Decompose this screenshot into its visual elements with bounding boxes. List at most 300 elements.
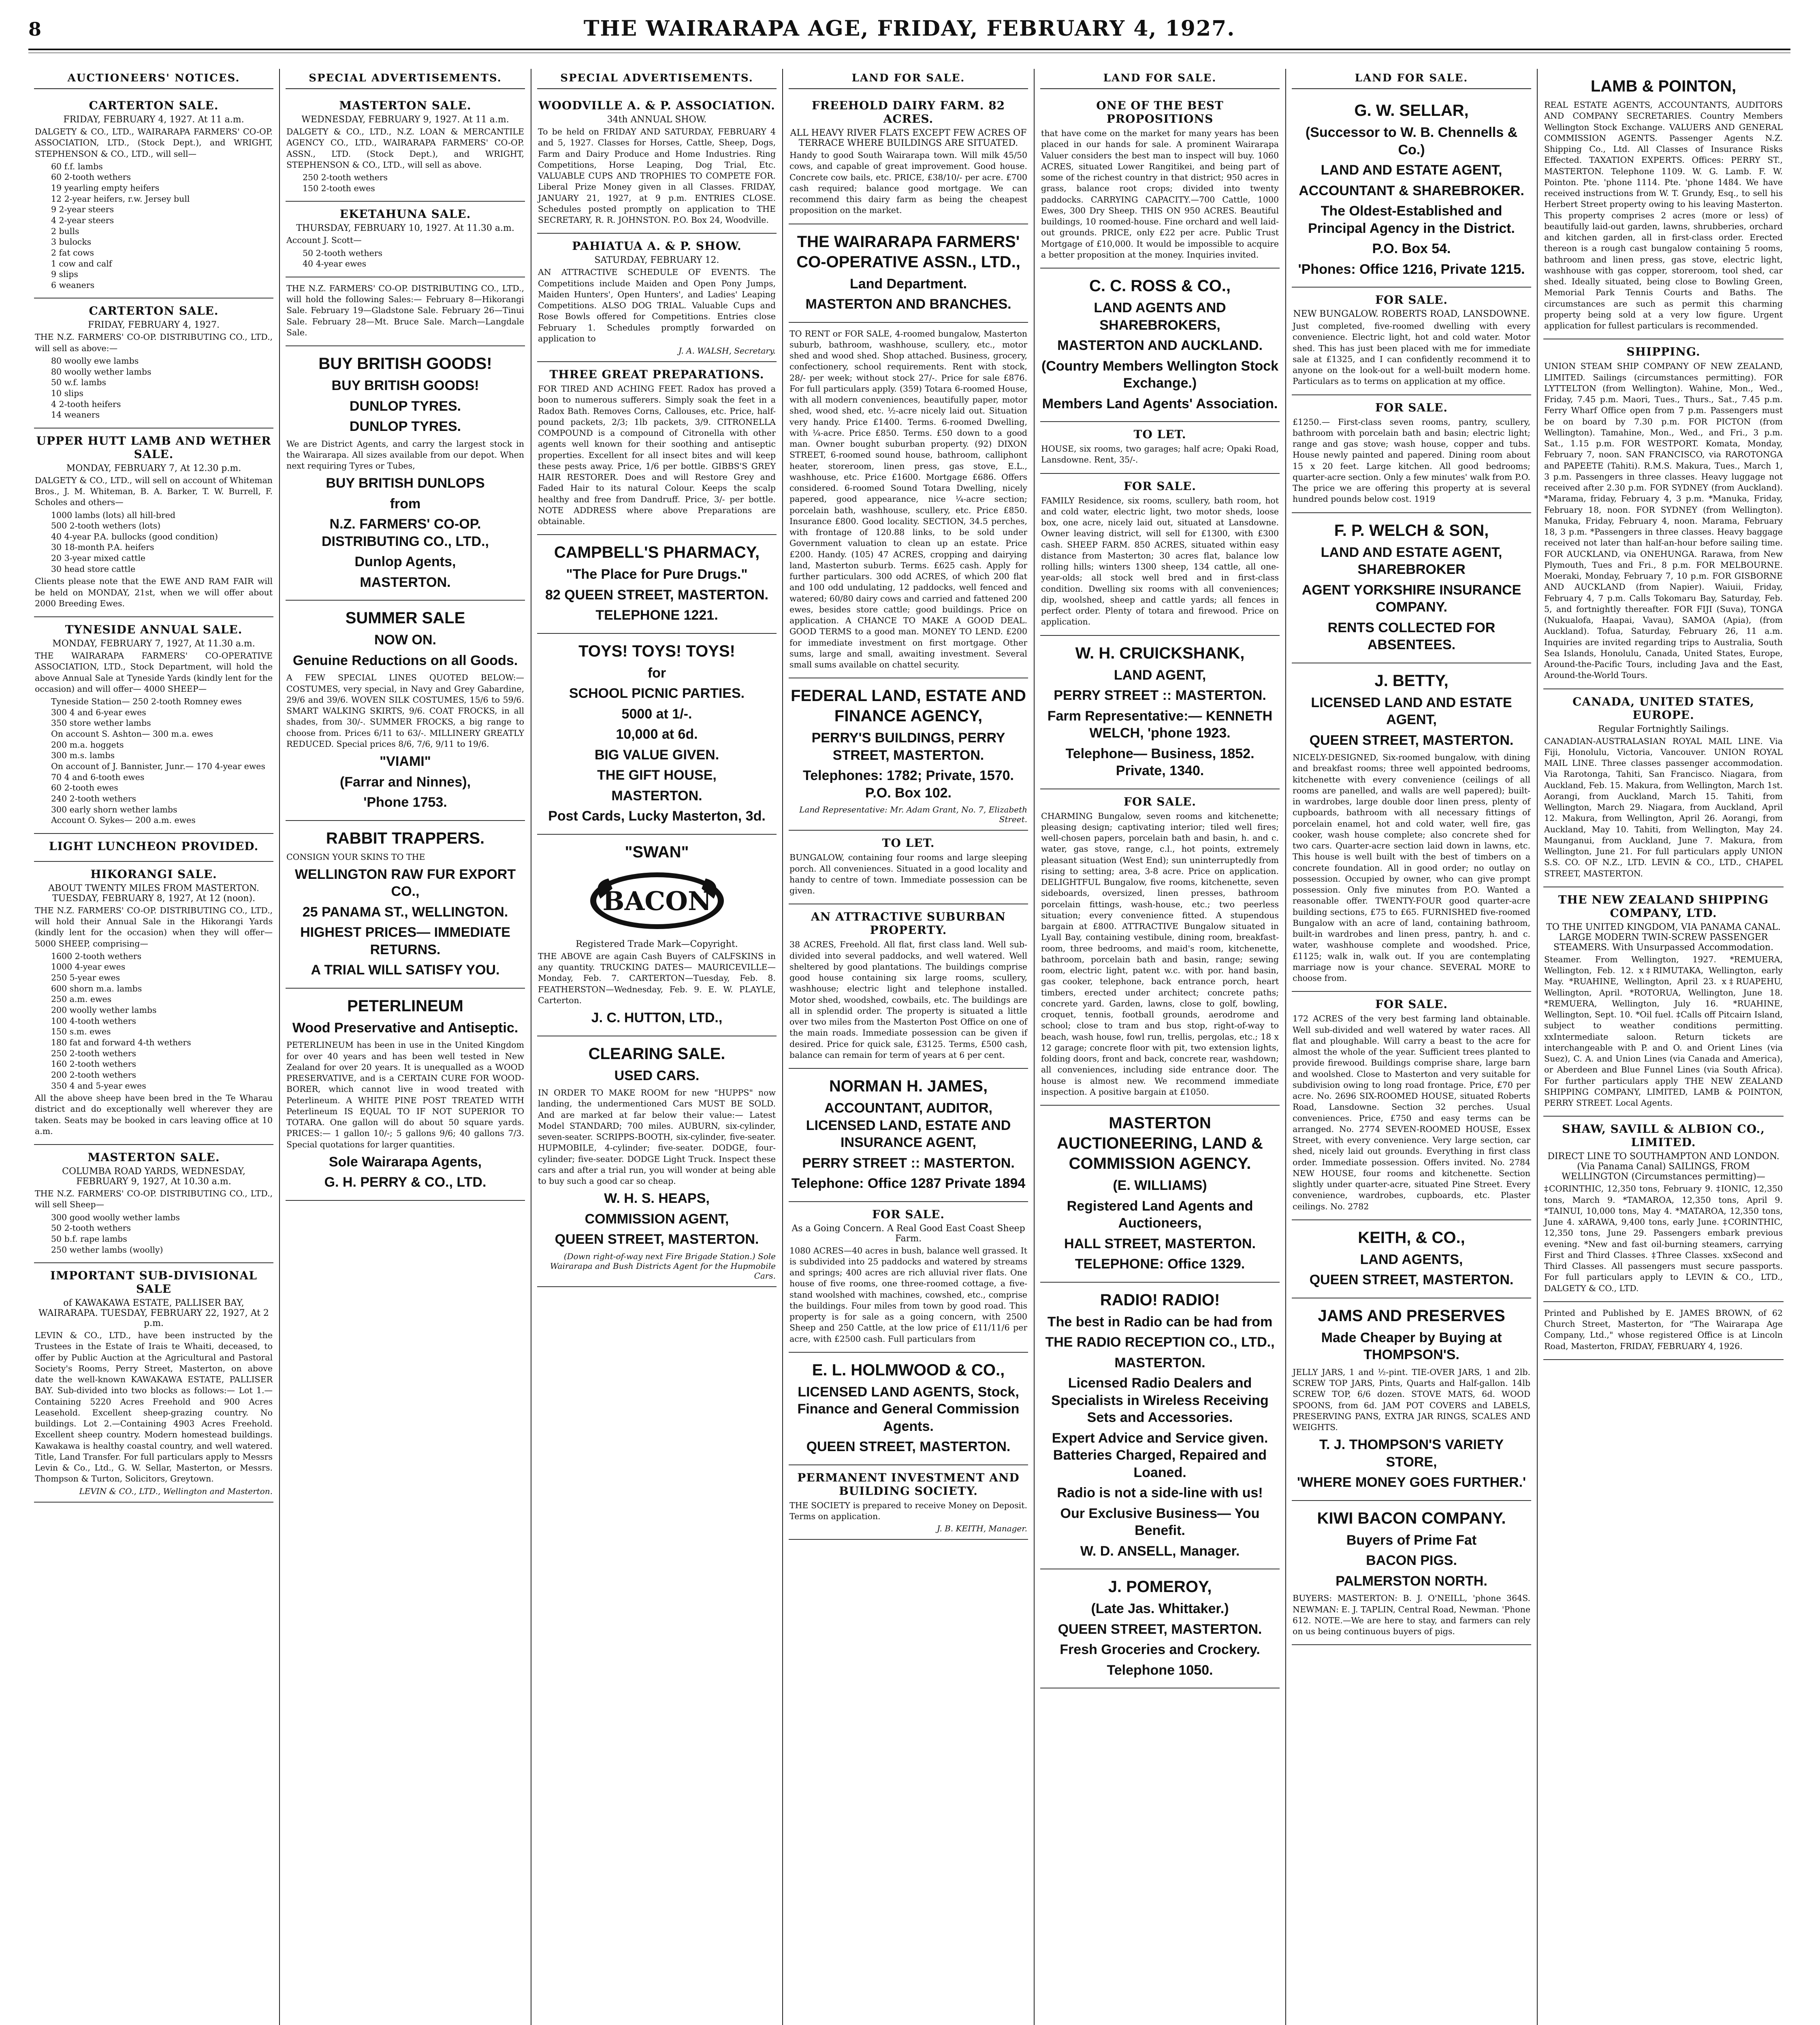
advertisement: [34, 862, 273, 1145]
ad-display-line: SUMMER SALE: [345, 609, 465, 627]
ad-body: THE N.Z. FARMERS' CO-OP. DISTRIBUTING CO., LTD., will hold their Annual Sale in the Hikorangi Yards (kindly lent for the occasion) when they will offer— 5000 SHEEP, comprising—: [35, 905, 273, 949]
ad-body: Account J. Scott—: [286, 235, 362, 245]
list-item: 1 cow and calf: [51, 258, 112, 269]
ad-subtitle: TO THE UNITED KINGDOM, VIA PANAMA CANAL. LARGE MODERN TWIN-SCREW PASSENGER STEAMERS. With Unsurpassed Accommodation.: [1546, 922, 1781, 953]
advertisement: [1543, 1117, 1784, 1302]
ad-display-line: CLEARING SALE.: [588, 1044, 725, 1063]
ad-display-line: 10,000 at 6d.: [616, 727, 698, 742]
ad-body: THE WAIRARAPA FARMERS' CO-OPERATIVE ASSOCIATION, LTD., Stock Department, will hold the above Annual Sale at Tyneside Yards (kindly lent for the occasion) and will offer— 4000 SHEEP—: [35, 651, 273, 694]
list-item: 50 2-tooth wethers: [51, 1223, 131, 1233]
list-item: 10 slips: [51, 388, 83, 398]
bacon-logo: [538, 866, 776, 935]
ad-title: CARTERTON SALE.: [89, 304, 219, 318]
ad-display-line: C. C. ROSS & CO.,: [1089, 277, 1231, 295]
ad-subtitle: 34th ANNUAL SHOW.: [607, 115, 707, 125]
advertisement: [286, 989, 525, 1201]
ad-display-line: Telephone 1050.: [1107, 1662, 1213, 1678]
ad-display-line: "The Place for Pure Drugs.": [566, 567, 748, 582]
list-item: 240 2-tooth wethers: [51, 793, 137, 804]
ad-body: UNION STEAM SHIP COMPANY OF NEW ZEALAND, LIMITED. Sailings (circumstances permitting). FOR LYTTELTON (from Wellington). Wahine, Mon., Wed., Friday, 7.45 p.m. Maori, Tues., Thurs., Sat., 7.45 p.m. Ferry Wharf Office open from 7 p.m. Passengers must be on board by 7.30 p.m. FOR PICTON (from Wellington). Tamahine, Mon., Wed., and Fri., 3 p.m. Sat., 1.15 p.m. FOR WESTPORT. Komata, Monday, February 7, noon. SAN FRANCISCO, via RAROTONGA and PAPEETE (Tahiti). R.M.S. Makura, Tues., March 1, 3 p.m. Passengers in three classes. Heavy luggage not received after 2.30 p.m. FOR SYDNEY (from Auckland). *Marama, friday, February 4, 3 p.m. *Manuka, Friday, February 18, noon. FOR SYDNEY (from Wellington). Manuka, Friday, February 4, noon. Marama, February 18, 3 p.m. *Passengers in three classes. Heavy baggage received not later than half-an-hour before sailing time. FOR AUCKLAND, via ONEHUNGA. Rarawa, from New Plymouth, Tues and Fri., 8 p.m. FOR MELBOURNE. Moeraki, Monday, February 7, 10 p.m. FOR GISBORNE AND AUCKLAND (from Napier). Waiuii, Friday, February 4, 7 p.m. Calls Tokomaru Bay, Saturday, Feb. 5, and fortnightly thereafter. FOR FIJI (Suva), TONGA (Nukualofa, Haapai, Vavau), SAMOA (Apia), (from Auckland). Tofua, Saturday, February 26, 11 a.m. Inquiries are invited regarding trips to Australia, South Sea Islands, Honolulu, Canada, United States, Europe, Around-the-Pacific Tours, including Java and the East, Around-the-World Tours.: [1544, 361, 1783, 680]
ad-body: THE ABOVE are again Cash Buyers of CALFSKINS in any quantity. TRUCKING DATES— MAURICEVILLE—Monday, Feb. 7. CARTERTON—Tuesday, Feb. 8. FEATHERSTON—Wednesday, Feb. 9. E. W. PLAYLE, Carterton.: [538, 951, 776, 1005]
ad-body: Steamer. From Wellington, 1927. *REMUERA, Wellington, Feb. 12. x‡RIMUTAKA, Wellington, early May. *RUAHINE, Wellington, April 23. x‡RUAPEHU, Wellington, April. *ROTORUA, Wellington, June 18. *REMUERA, Wellington, July 16. *RUAHINE, Wellington, Sept. 10. *Oil fuel. ‡Calls off Pitcairn Island, subject to weather conditions permitting. xxIntermediate saloon. Return tickets are interchangeable with P. and O. and Orient Lines (via Suez), C. A. and Union Lines (via Canada and America), or Aberdeen and Blue Funnel Lines (via South Africa). For further particulars apply THE NEW ZEALAND SHIPPING COMPANY, LIMITED, LAMB & POINTON, PERRY STREET. Local Agents.: [1544, 954, 1783, 1108]
ad-body: Printed and Published by E. JAMES BROWN, of 62 Church Street, Masterton, for "The Wairarapa Age Company, Ltd.," whose registered Office is at Lincoln Road, Masterton, FRIDAY, FEBRUARY 4, 1926.: [1544, 1308, 1783, 1351]
ad-subtitle: NEW BUNGALOW. ROBERTS ROAD, LANSDOWNE.: [1293, 309, 1530, 319]
ad-subtitle: THURSDAY, FEBRUARY 10, 1927. At 11.30 a.m.: [296, 223, 514, 234]
list-item: 150 2-tooth ewes: [303, 183, 375, 193]
ad-display-line: BUY BRITISH GOODS!: [318, 355, 492, 373]
ad-title: EKETAHUNA SALE.: [339, 207, 471, 221]
ad-body: ‡CORINTHIC, 12,350 tons, February 9. ‡IONIC, 12,350 tons, March 9. *TAMAROA, 12,350 tons, April 9. *TAINUI, 10,000 tons, May 4. *MATAROA, 12,350 tons, June 4. xARAWA, 9,400 tons, early June. ‡CORINTHIC, 12,350 tons, June 29. Passengers embark previous evening. *New and fast oil-burning steamers, carrying First and Third Classes. ‡Three Classes. xxSecond and Third Classes. All passengers must secure passports. For full particulars apply to LEVIN & CO., LTD., DALGETY & CO., LTD.: [1544, 1184, 1783, 1293]
ad-subtitle: FRIDAY, FEBRUARY 4, 1927. At 11 a.m.: [63, 115, 244, 125]
advertisement: [1292, 1220, 1531, 1298]
ad-list: [51, 161, 273, 291]
ad-display-line: TELEPHONE 1221.: [595, 608, 718, 623]
logo-text: BACON: [602, 886, 711, 917]
advertisement: [1292, 513, 1531, 663]
advertisement: [1543, 1302, 1784, 1360]
ad-display-line: for: [647, 665, 666, 681]
ad-display-line: THE GIFT HOUSE,: [597, 767, 717, 783]
ad-title: TO LET.: [882, 836, 935, 850]
ad-body: £1250.— First-class seven rooms, pantry, scullery, bathroom with porcelain bath and basin; electric light; range and gas stove; wash house, copper and tubs. House newly painted and papered. Dining room about 15 x 20 feet. Large kitchen. All good bedrooms; quarter-acre section. Only a few minutes' walk from P.O. The price we are offering this property at is several hundred pounds below cost. 1919: [1293, 417, 1530, 504]
ad-subtitle: DIRECT LINE TO SOUTHAMPTON AND LONDON. (Via Panama Canal) SAILINGS, FROM WELLINGTON (Circumstances permitting)—: [1547, 1151, 1779, 1182]
ad-signature: J. A. WALSH, Secretary.: [678, 346, 776, 356]
ad-display-line: QUEEN STREET, MASTERTON.: [806, 1439, 1011, 1455]
advertisement: [34, 428, 273, 617]
ad-list: [51, 951, 273, 1091]
ad-title: MASTERTON SALE.: [339, 99, 472, 112]
advertisement: [1543, 689, 1784, 887]
column: [280, 69, 531, 2025]
ad-subtitle: COLUMBA ROAD YARDS, WEDNESDAY, FEBRUARY 9, 1927, At 10.30 a.m.: [62, 1166, 245, 1187]
ad-display-line: TELEPHONE: Office 1329.: [1075, 1256, 1245, 1272]
ad-body: IN ORDER TO MAKE ROOM for new "HUPPS" now landing, the undermentioned Cars MUST BE SOLD. And are marked at far below their value:— Latest Model STANDARD; 700 miles. AUBURN, six-cylinder, seven-seater. SCRIPPS-BOOTH, six-cylinder, five-seater. HUPMOBILE, 4-cylinder; five-seater. DODGE, four-cylinder; five-seater. DODGE Light Truck. Inspect these cars and after a trial run, you will wonder at being able to buy such a good car so cheap.: [538, 1088, 776, 1186]
ad-display-line: NOW ON.: [374, 632, 436, 648]
ad-body: JELLY JARS, 1 and ½-pint. TIE-OVER JARS, 1 and 2lb. SCREW TOP JARS, Pints, Quarts and Half-gallon. 14lb SCREW TOP, 6/6 dozen. STOVE MATS, 6d. WOOD SPOONS, from 6d. JAM POT COVERS and LABELS, PRESERVING PANS, EXTRA JAR RINGS, SCALES AND WEIGHTS.: [1293, 1367, 1530, 1432]
ad-display-line: NORMAN H. JAMES,: [829, 1077, 988, 1095]
ad-body: DALGETY & CO., LTD., WAIRARAPA FARMERS' CO-OP. ASSOCIATION, LTD., (Stock Dept.), and WRIGHT, STEPHENSON & CO., LTD., will sell—: [35, 127, 273, 159]
list-item: 50 2-tooth wethers: [303, 248, 383, 258]
list-item: 80 woolly wether lambs: [51, 367, 151, 377]
advertisement: [1292, 93, 1531, 288]
ad-body: NICELY-DESIGNED, Six-roomed bungalow, with dining and breakfast rooms; three well appointed bedrooms, kitchenette with every convenience (ceilings of all rooms are panelled, and walls are well papered); built-in wardrobes, large double door linen press, plenty of cupboards, bathroom with all necessary fittings of porcelain enamel, hot and cold water, well fire, gas cooker, wash house complete; also concrete shed for two cars. Quarter-acre section laid down in lawns, etc. This house is well built with the best of timbers on a concrete foundation. All in good order; no outlay on possession. Occupied by owner, who can give prompt possession. Only five minutes from P.O. Wanted a reasonable offer. TWENTY-FOUR good quarter-acre building sections, £75 to £65. FURNISHED five-roomed Bungalow with an acre of land, containing bathroom, built-in wardrobes and linen press, pantry, h. and c. water, washhouse complete and woodshed. Price, £1125; walk in, walk out. If you are contemplating marriage now is your chance. SEVERAL MORE to choose from.: [1293, 752, 1530, 983]
list-item: 160 2-tooth wethers: [51, 1059, 137, 1069]
ad-display-line: MASTERTON.: [360, 574, 451, 590]
ad-display-line: Fresh Groceries and Crockery.: [1060, 1642, 1260, 1657]
advertisement: [537, 362, 777, 535]
ad-display-line: Wood Preservative and Antiseptic.: [292, 1020, 518, 1036]
list-item: 300 good woolly wether lambs: [51, 1212, 180, 1222]
ad-display-line: (Farrar and Ninnes),: [339, 774, 471, 790]
ad-body: 172 ACRES of the very best farming land obtainable. Well sub-divided and well watered by water races. All flat and ploughable. Will carry a beast to the acre for almost the whole of the year. Sufficient trees planted to provide firewood. Buildings comprise share, large barn and woolshed. Close to Masterton and very suitable for subdivision owing to long road frontage. Price, £70 per acre. No. 2696 SIX-ROOMED HOUSE, situated Roberts Road, Lansdowne. Section 32 perches. Usual conveniences. Price, £750 and easy terms can be arranged. No. 2774 SEVEN-ROOMED HOUSE, Essex Street, with every convenience. Very large section, car shed, nicely laid out grounds. Everything in first class order. Immediate possession. Offers invited. No. 2784 NEW HOUSE, four rooms and kitchenette. Section slightly under quarter-acre, situated Pine Street. Every convenience, wardrobes, cupboards, etc. Plaster ceilings. No. 2782: [1293, 1014, 1530, 1211]
advertisement: [1040, 1106, 1280, 1283]
list-item: 200 woolly wether lambs: [51, 1005, 157, 1015]
advertisement: [1040, 1283, 1280, 1570]
ad-body: AN ATTRACTIVE SCHEDULE OF EVENTS. The Competitions include Maiden and Open Pony Jumps, Maiden Hunters', Open Hunters', and Ladies' Leaping Competitions. ALSO DOG TRIAL. Valuable Cups and Rose Bowls offered for Competitions. Entries close February 1. Schedules promptly forwarded on application to: [538, 267, 776, 343]
masthead: THE WAIRARAPA AGE, FRIDAY, FEBRUARY 4, 1927.: [583, 16, 1235, 41]
ad-subtitle: WEDNESDAY, FEBRUARY 9, 1927. At 11 a.m.: [301, 115, 509, 125]
advertisement: [1040, 422, 1280, 474]
ad-display-line: QUEEN STREET, MASTERTON.: [1058, 1621, 1262, 1637]
ad-title: FOR SALE.: [1123, 479, 1196, 493]
list-item: 50 w.f. lambs: [51, 377, 106, 388]
column-heading: LAND FOR SALE.: [789, 69, 1028, 89]
ad-display-line: Registered Land Agents and Auctioneers,: [1067, 1198, 1253, 1231]
ad-body: THE SOCIETY is prepared to receive Money on Deposit. Terms on application.: [789, 1500, 1027, 1521]
ad-display-line: WELLINGTON RAW FUR EXPORT CO.,: [294, 866, 516, 900]
ad-display-line: G. H. PERRY & CO., LTD.: [324, 1174, 486, 1190]
ad-display-line: N.Z. FARMERS' CO-OP. DISTRIBUTING CO., LTD.,: [321, 516, 489, 549]
ad-display-line: Members Land Agents' Association.: [1042, 396, 1278, 411]
ad-display-line: SCHOOL PICNIC PARTIES.: [569, 686, 745, 701]
ad-subtitle: As a Going Concern. A Real Good East Coast Sheep Farm.: [792, 1223, 1025, 1244]
ad-subtitle: MONDAY, FEBRUARY 7, At 12.30 p.m.: [66, 463, 241, 473]
ad-title: WOODVILLE A. & P. ASSOCIATION.: [538, 99, 775, 112]
ad-display-line: (E. WILLIAMS): [1113, 1178, 1207, 1193]
advertisement: [1040, 1569, 1280, 1688]
advertisement: [1292, 992, 1531, 1220]
ad-display-line: MASTERTON.: [1114, 1355, 1206, 1371]
ad-body: 38 ACRES, Freehold. All flat, first class land. Well sub-divided into several paddocks, and well watered. Well sheltered by good plantations. The buildings comprise good house containing six large rooms, scullery, washhouse; electric light and telephone installed. Motor shed, woodshed, cowbails, etc. The buildings are all in splendid order. The property is situated a little over two miles from the Masterton Post Office on one of the main roads. Immediate possession can be given if desired. Price for quick sale, £3125. Terms, £500 cash, balance can remain for term of years at 6 per cent.: [789, 940, 1027, 1060]
advertisement: [537, 535, 777, 634]
ad-display-line: BACON PIGS.: [1366, 1553, 1457, 1569]
ad-display-line: QUEEN STREET, MASTERTON.: [1309, 732, 1514, 748]
ad-subtitle: MONDAY, FEBRUARY 7, 1927, At 11.30 a.m.: [52, 639, 255, 649]
ad-display-line: Our Exclusive Business— You Benefit.: [1060, 1505, 1260, 1538]
list-item: 300 early shorn wether lambs: [51, 804, 177, 814]
ad-title: TO LET.: [1133, 428, 1186, 441]
ad-body: HOUSE, six rooms, two garages; half acre; Opaki Road, Lansdowne. Rent, 35/-.: [1041, 444, 1279, 465]
list-item: 500 2-tooth wethers (lots): [51, 521, 161, 531]
ad-subtitle: of KAWAKAWA ESTATE, PALLISER BAY, WAIRARAPA. TUESDAY, FEBRUARY 22, 1927, At 2 p.m.: [38, 1298, 269, 1329]
ad-display-line: from: [390, 496, 421, 512]
advertisement: [789, 1069, 1028, 1202]
advertisement: [34, 617, 273, 834]
ad-display-line: Buyers of Prime Fat: [1346, 1532, 1477, 1548]
advertisement: [34, 298, 273, 428]
ad-display-line: AGENT YORKSHIRE INSURANCE COMPANY.: [1302, 582, 1521, 615]
ad-title: IMPORTANT SUB-DIVISIONAL SALE: [50, 1269, 257, 1296]
advertisement: [1040, 636, 1280, 789]
ad-body: BUYERS: MASTERTON: B. J. O'NEILL, 'phone 364S. NEWMAN: E. J. TAPLIN, Central Road, Newman. 'Phone 612. NOTE.—We are here to stay, and farmers can rely on us being continuous buyers of pigs.: [1293, 1593, 1530, 1636]
list-item: On account of J. Bannister, Junr.— 170 4-year ewes: [51, 761, 265, 771]
list-item: 40 4-year ewes: [303, 259, 367, 269]
ad-title: TYNESIDE ANNUAL SALE.: [65, 623, 243, 637]
ad-body: To be held on FRIDAY AND SATURDAY, FEBRUARY 4 and 5, 1927. Classes for Horses, Cattle, Sheep, Dogs, Farm and Dairy Produce and Home Industries. Ring Competitions, Horse Leaping, Dog Trial, Etc. VALUABLE CUPS AND TROPHIES TO COMPETE FOR. Liberal Prize Money given in all Classes. FRIDAY, JANUARY 21, 1927, at 9 p.m. ENTRIES CLOSE. Schedules posted promptly on application to THE SECRETARY, R. R. JOHNSTON. P.O. Box 24, Woodville.: [538, 127, 776, 225]
ad-body: CONSIGN YOUR SKINS TO THE: [286, 852, 425, 862]
list-item: 9 2-year steers: [51, 205, 114, 215]
ad-title: FOR SALE.: [872, 1207, 945, 1221]
list-item: 6 weaners: [51, 280, 95, 290]
ad-display-line: Dunlop Agents,: [354, 554, 456, 570]
ad-display-line: MASTERTON AND BRANCHES.: [805, 296, 1011, 312]
advertisement: [286, 601, 525, 821]
ad-display-line: BUY BRITISH GOODS!: [331, 378, 479, 394]
column: [28, 69, 280, 2025]
ad-display-line: BUY BRITISH DUNLOPS: [326, 475, 485, 491]
list-item: 250 2-tooth wethers: [51, 1048, 137, 1058]
ad-title: MASTERTON SALE.: [87, 1151, 220, 1164]
list-item: 40 4-year P.A. bullocks (good condition): [51, 531, 218, 541]
ad-display-line: 'Phone 1753.: [363, 795, 447, 810]
ad-body: FOR TIRED AND ACHING FEET. Radox has proved a boon to numerous sufferers. Simply soak the feet in a Radox Bath. Removes Corns, Callouses, etc. Price, half-pound packets, 2/3; 1lb packets, 3/9. CITRONELLA COMPOUND is a compound of Citronella with other agents well known for their soothing and antiseptic properties. Excellent for all insect bites and will keep these pests away. Price, 1/6 per bottle. GIBBS'S GREY HAIR RESTORER. Does and will Restore Grey and Faded Hair to its natural Colour. Keeps the scalp healthy and free from Dandruff. Price, 3/- per bottle. NOTE ADDRESS where above Preparations are obtainable.: [538, 384, 776, 526]
header-rule: [28, 49, 1790, 50]
ad-body: PETERLINEUM has been in use in the United Kingdom for over 40 years and has been well tested in New Zealand for over 20 years. It is unequalled as a WOOD PRESERVATIVE, and is a CERTAIN CURE FOR WOOD-BORER, which cannot live in wood treated with Peterlineum. A WHITE PINE POST TREATED WITH Peterlineum IS EQUAL TO IF NOT SUPERIOR TO TOTARA. One gallon will do about 50 square yards. PRICES:— 1 gallon 10/-; 5 gallons 9/6; 40 gallons 7/3. Special quotations for larger quantities.: [286, 1040, 524, 1149]
ad-display-line: P.O. Box 54.: [1372, 241, 1451, 256]
advertisement: [1292, 288, 1531, 395]
ad-body: DALGETY & CO., LTD., N.Z. LOAN & MERCANTILE AGENCY CO., LTD., WAIRARAPA FARMERS' CO-OP. ASSN., LTD. (Stock Dept.), and WRIGHT, STEPHENSON & CO., LTD., will sell as above.: [286, 127, 524, 170]
ad-display-line: Post Cards, Lucky Masterton, 3d.: [548, 808, 766, 824]
ad-display-line: KIWI BACON COMPANY.: [1317, 1509, 1506, 1527]
ad-display-line: PALMERSTON NORTH.: [1336, 1573, 1487, 1589]
ad-display-line: 5000 at 1/-.: [621, 706, 692, 722]
ad-display-line: DUNLOP TYRES.: [349, 419, 461, 435]
ad-body: DALGETY & CO., LTD., will sell on account of Whiteman Bros., J. M. Whiteman, B. A. Barker, T. W. Burrell, F. Scholes and others—: [35, 475, 273, 507]
list-item: 80 woolly ewe lambs: [51, 356, 139, 366]
pig-logo-icon: [584, 866, 730, 935]
advertisement: [1040, 789, 1280, 1106]
advertisement: [286, 346, 525, 601]
ad-signature: LEVIN & CO., LTD., Wellington and Masterton.: [79, 1486, 273, 1496]
ad-title: FOR SALE.: [1375, 401, 1448, 414]
ad-subtitle: ALL HEAVY RIVER FLATS EXCEPT FEW ACRES OF TERRACE WHERE BUILDINGS ARE SITUATED.: [790, 128, 1027, 148]
list-item: 12 2-year heifers, r.w. Jersey bull: [51, 194, 190, 204]
list-item: 20 3-year mixed cattle: [51, 553, 146, 563]
column: [1035, 69, 1286, 2025]
list-item: 30 head store cattle: [51, 564, 136, 574]
ad-display-line: TOYS! TOYS! TOYS!: [578, 642, 735, 660]
ad-note: Clients please note that the EWE AND RAM FAIR will be held on MONDAY, 21st, when we will offer about 2000 Breeding Ewes.: [35, 576, 273, 608]
ad-display-line: MASTERTON AUCTIONEERING, LAND & COMMISSION AGENCY.: [1057, 1114, 1263, 1172]
ad-body: 1080 ACRES—40 acres in bush, balance well grassed. It is subdivided into 25 paddocks and watered by streams and springs; 400 acres are rich alluvial river flats. One house of five rooms, one three-roomed cottage, a five-stand woolshed with machines, cowshed, etc., comprise the buildings. Four miles from town by good road. This property is for sale as a going concern, with 2500 Sheep and 250 Cattle, at the low price of £11/11/6 per acre, with £2500 cash. Full particulars from: [789, 1245, 1027, 1344]
ad-display-line: Land Department.: [849, 276, 967, 292]
ad-title: FOR SALE.: [1123, 795, 1196, 808]
ad-display-line: LAMB & POINTON,: [1590, 77, 1737, 95]
ad-display-line: Sole Wairarapa Agents,: [329, 1154, 482, 1170]
ad-title: FOR SALE.: [1375, 293, 1448, 307]
advertisement: [789, 1202, 1028, 1353]
ad-display-line: ACCOUNTANT, AUDITOR, LICENSED LAND, ESTATE AND INSURANCE AGENT,: [806, 1100, 1011, 1150]
ad-list: [51, 510, 273, 575]
advertisement: [34, 1145, 273, 1263]
list-item: 300 4 and 6-year ewes: [51, 707, 146, 717]
ad-display-line: LAND AGENT,: [1114, 667, 1206, 683]
ad-body: Handy to good South Wairarapa town. Will milk 45/50 cows, and capable of great improvement. Good house. Concrete cow bails, etc. PRICE, £38/10/- per acre. £700 cash required; balance good mortgage. We can recommend this dairy farm as being the cheapest proposition on the market.: [789, 150, 1027, 215]
advertisement: [789, 1353, 1028, 1465]
ad-body: REAL ESTATE AGENTS, ACCOUNTANTS, AUDITORS AND COMPANY SECRETARIES. Country Members Wellington Stock Exchange. VALUERS AND GENERAL COMMISSION AGENTS. Passenger Agents N.Z. Shipping Co., Ltd. All Classes of Insurance Risks Effected. TAXATION EXPERTS. Offices: PERRY ST., MASTERTON. Telephone 1109. W. G. Lamb. F. W. Pointon. Pte. 'phone 1114. Pte. 'phone 1484. We have received instructions from W. T. Grundy, Esq., to sell his Herbert Street property owing to his leaving Masterton. This property comprises 2 acres (more or less) of beautifully laid-out garden, lawns, shrubberies, orchard and kitchen garden, all in first-class order. Erected thereon is a rough cast bungalow containing 5 rooms, bathroom and linen press, gas stove, electric light, washhouse with gas copper, storeroom, tool shed, car shed. Ideally situated, being close to Bowling Green, Memorial Park Tennis Courts and Baths. The circumstances are such as permit this charming property being sold at a very low figure. Urgent application for fullest particulars is recommended.: [1544, 100, 1783, 330]
list-item: 9 slips: [51, 269, 78, 279]
list-item: 250 a.m. ewes: [51, 994, 112, 1004]
list-item: 2 fat cows: [51, 247, 94, 258]
newspaper-columns: [28, 69, 1790, 2025]
list-item: 250 5-year ewes: [51, 973, 120, 983]
list-item: 14 weaners: [51, 410, 100, 420]
list-item: 600 shorn m.a. lambs: [51, 983, 142, 993]
ad-title: SHIPPING.: [1626, 345, 1701, 359]
ad-title: FOR SALE.: [1375, 998, 1448, 1011]
ad-list: [51, 696, 273, 826]
ad-body: CHARMING Bungalow, seven rooms and kitchenette; pleasing design; captivating interior; tiled well fires; well-chosen papers, porcelain bath and basin, h. and c. water, gas stove, range, c.l., hot points, extremely pleasant situation (West End); sun uninterruptedly from rising to setting; area, 3-8 acre. Price on application. DELIGHTFUL Bungalow, five rooms, kitchenette, seven sideboards, oversized, linen presses, bathroom porcelain fittings, wash-house, etc.; two peerless situation; every convenience fitted. A stupendous bargain at £800. ATTRACTIVE Bungalow situated in Lyall Bay, containing vestibule, dining room, breakfast-room, three bedrooms, and maid's room, kitchenette, bathroom, porcelain bath and basin, range; sewing room, electric light, patent w.c. with por. hand basin, gas cooker, telephone, back entrance porch, heart timbers, erected under architect; concrete paths; concrete yard. Garden, lawns, close to golf, bowling, croquet, tennis, football grounds, aerodrome and school; close to tram and bus stop, right-of-way to beach, wash house, fowl run, trellis, pergolas, etc.; 18 x 12 garage; concrete floor with pit, two extension lights, folding doors, front and back, concrete rear, washdown; all conveniences, including side entrance door. The house is almost new. We recommend immediate inspection. A positive bargain at £1050.: [1041, 811, 1279, 1097]
ad-body: THE N.Z. FARMERS' CO-OP. DISTRIBUTING CO., LTD., will sell as above:—: [35, 332, 273, 353]
advertisement: [286, 93, 525, 202]
ad-display-line: BIG VALUE GIVEN.: [594, 747, 719, 763]
ad-display-line: 'Phones: Office 1216, Private 1215.: [1298, 261, 1525, 277]
ad-body: A FEW SPECIAL LINES QUOTED BELOW:— COSTUMES, very special, in Navy and Grey Gabardine, 29/6 and 39/6. WOVEN SILK COSTUMES, 15/6 to 59/6. SMART WALKING SKIRTS, 9/6. COAT FROCKS, in all shades, from 30/-. SUMMER FROCKS, a big range to choose from. Prices 6/11 to 63/-. MILLINERY GREATLY REDUCED. Special prices 8/6, 7/6, 9/11 to 19/6.: [286, 673, 524, 749]
ad-title: AN ATTRACTIVE SUBURBAN PROPERTY.: [811, 910, 1006, 937]
ad-display-line: Expert Advice and Service given. Batteries Charged, Repaired and Loaned.: [1052, 1430, 1268, 1480]
list-item: 60 f.f. lambs: [51, 161, 103, 171]
list-item: 4 2-tooth heifers: [51, 399, 121, 409]
advertisement: [1292, 395, 1531, 513]
ad-title: SHAW, SAVILL & ALBION CO., LIMITED.: [1562, 1122, 1765, 1149]
ad-display-line: J. POMEROY,: [1108, 1578, 1212, 1596]
advertisement: [1040, 474, 1280, 636]
ad-display-line: J. C. HUTTON, LTD.,: [591, 1010, 723, 1025]
ad-display-line: The best in Radio can be had from: [1047, 1314, 1273, 1330]
ad-title: THE NEW ZEALAND SHIPPING COMPANY, LTD.: [1558, 893, 1769, 920]
column-heading: LAND FOR SALE.: [1040, 69, 1280, 89]
column-heading: SPECIAL ADVERTISEMENTS.: [286, 69, 525, 89]
ad-display-line: HIGHEST PRICES— IMMEDIATE RETURNS.: [300, 925, 510, 957]
ad-body: THE N.Z. FARMERS' CO-OP. DISTRIBUTING CO., LTD., will sell Sheep—: [35, 1189, 273, 1210]
column: [783, 69, 1035, 2025]
advertisement: [1040, 269, 1280, 422]
ad-signature: J. B. KEITH, Manager.: [937, 1524, 1027, 1534]
list-item: 19 yearling empty heifers: [51, 183, 160, 193]
page-number: 8: [28, 18, 42, 40]
list-item: 60 2-tooth wethers: [51, 172, 131, 182]
ad-list: [303, 172, 524, 194]
ad-display-line: RENTS COLLECTED FOR ABSENTEES.: [1327, 620, 1496, 652]
list-item: 250 2-tooth wethers: [303, 173, 388, 182]
advertisement: [34, 1263, 273, 1503]
ad-display-line: (Successor to W. B. Chennells & Co.): [1305, 125, 1518, 158]
ad-display-line: PERRY STREET :: MASTERTON.: [802, 1155, 1015, 1171]
list-item: 30 18-month P.A. heifers: [51, 542, 154, 552]
ad-display-line: JAMS AND PRESERVES: [1318, 1307, 1505, 1325]
list-item: 100 4-tooth wethers: [51, 1016, 137, 1026]
advertisement: [1292, 1298, 1531, 1501]
ad-title: THREE GREAT PREPARATIONS.: [549, 368, 764, 381]
advertisement: [537, 634, 777, 835]
ad-list: [51, 356, 273, 420]
list-item: 150 s.m. ewes: [51, 1027, 111, 1037]
ad-display-line: LAND AGENTS AND SHAREBROKERS,: [1094, 300, 1226, 333]
advertisement: [789, 323, 1028, 679]
list-item: 200 m.a. hoggets: [51, 740, 124, 750]
list-item: 350 store wether lambs: [51, 718, 151, 728]
ad-display-line: Radio is not a side-line with us!: [1057, 1485, 1263, 1501]
ad-title: HIKORANGI SALE.: [90, 867, 217, 881]
list-item: Tyneside Station— 250 2-tooth Romney ewes: [51, 697, 242, 707]
ad-display-line: COMMISSION AGENT,: [585, 1211, 729, 1227]
page-header: [28, 0, 1790, 67]
list-item: 250 wether lambs (woolly): [51, 1245, 163, 1255]
ad-display-line: RADIO! RADIO!: [1100, 1291, 1220, 1309]
ad-display-line: Licensed Radio Dealers and Specialists in Wireless Receiving Sets and Accessories.: [1051, 1375, 1269, 1425]
ad-signature: (Down right-of-way next Fire Brigade Station.) Sole Wairarapa and Bush Districts Agent for the Hupmobile Cars.: [550, 1251, 776, 1281]
ad-display-line: LICENSED LAND AGENTS, Stock, Finance and General Commission Agents.: [797, 1384, 1020, 1434]
ad-body: BUNGALOW, containing four rooms and large sleeping porch. All conveniences. Situated in a good locality and handy to centre of town. Immediate possession can be given.: [789, 853, 1027, 895]
ad-display-line: Made Cheaper by Buying at THOMPSON'S.: [1321, 1330, 1502, 1363]
advertisement: [537, 835, 777, 1036]
ad-display-line: LAND AGENTS,: [1360, 1251, 1463, 1267]
ad-display-line: ACCOUNTANT & SHAREBROKER.: [1299, 183, 1524, 198]
ad-display-line: THE WAIRARAPA FARMERS' CO-OPERATIVE ASSN., LTD.,: [796, 232, 1020, 271]
advertisement: [286, 277, 525, 346]
ad-display-line: E. L. HOLMWOOD & CO.,: [812, 1361, 1005, 1379]
ad-title: CARTERTON SALE.: [89, 99, 219, 112]
ad-body: THE N.Z. FARMERS' CO-OP. DISTRIBUTING CO., LTD., will hold the following Sales:— February 8—Hikorangi Sale. February 19—Gladstone Sale. February 26—Tinui Sale. February 28—Mt. Bruce Sale. March—Langdale Sale.: [286, 283, 524, 337]
ad-display-line: (Late Jas. Whittaker.): [1091, 1601, 1229, 1616]
column-heading: LAND FOR SALE.: [1292, 69, 1531, 89]
list-item: 300 m.s. lambs: [51, 750, 115, 761]
ad-display-line: Telephones: 1782; Private, 1570. P.O. Box 102.: [803, 768, 1014, 801]
ad-display-line: QUEEN STREET, MASTERTON.: [555, 1232, 759, 1247]
ad-display-line: LAND AND ESTATE AGENT,: [1321, 162, 1502, 178]
ad-subtitle: Regular Fortnightly Sailings.: [1598, 724, 1729, 734]
list-item: 50 b.f. rape lambs: [51, 1234, 127, 1244]
ad-display-line: F. P. WELCH & SON,: [1334, 521, 1489, 539]
ad-list: [303, 248, 524, 269]
ad-display-line: LICENSED LAND AND ESTATE AGENT,: [1311, 695, 1512, 727]
ad-display-line: 'WHERE MONEY GOES FURTHER.': [1297, 1475, 1526, 1490]
advertisement: [537, 93, 777, 234]
advertisement: [1040, 93, 1280, 269]
advertisement: [789, 224, 1028, 323]
ad-title: CANADA, UNITED STATES, EUROPE.: [1572, 695, 1754, 722]
list-item: 1000 4-year ewes: [51, 962, 126, 972]
column-heading: AUCTIONEERS' NOTICES.: [34, 69, 273, 89]
ad-display-line: USED CARS.: [614, 1068, 700, 1083]
ad-display-line: (Country Members Wellington Stock Exchange.): [1041, 358, 1278, 391]
list-item: 350 4 and 5-year ewes: [51, 1081, 146, 1091]
ad-subtitle: SATURDAY, FEBRUARY 12.: [594, 255, 719, 266]
column: [531, 69, 783, 2025]
advertisement: [1543, 339, 1784, 689]
list-item: 70 4 and 6-tooth ewes: [51, 772, 145, 782]
column: [1538, 69, 1789, 2025]
ad-display-line: "SWAN": [625, 843, 689, 861]
ad-display-line: RABBIT TRAPPERS.: [326, 829, 485, 847]
ad-signature: Land Representative: Mr. Adam Grant, No. 7, Elizabeth Street.: [799, 805, 1027, 825]
ad-display-line: LAND AND ESTATE AGENT, SHAREBROKER: [1321, 544, 1502, 577]
column-heading: SPECIAL ADVERTISEMENTS.: [537, 69, 777, 89]
ad-display-line: FEDERAL LAND, ESTATE AND FINANCE AGENCY,: [791, 687, 1026, 725]
list-item: 180 fat and forward 4-th wethers: [51, 1037, 191, 1047]
advertisement: [1543, 69, 1784, 339]
ad-title: PERMANENT INVESTMENT AND BUILDING SOCIETY.: [797, 1471, 1020, 1498]
ad-display-line: MASTERTON.: [611, 788, 702, 804]
column: [1286, 69, 1538, 2025]
advertisement: [789, 93, 1028, 224]
advertisement: [789, 1465, 1028, 1540]
list-item: Account O. Sykes— 200 a.m. ewes: [51, 815, 196, 825]
ad-display-line: J. BETTY,: [1374, 671, 1449, 690]
ad-display-line: MASTERTON AND AUCKLAND.: [1057, 338, 1263, 353]
ad-body: that have come on the market for many years has been placed in our hands for sale. A prominent Wairarapa Valuer considers the best man to inspect will buy. 1060 ACRES, situated Lower Rangitikei, and being part of some of the richest country in that district; 950 acres in grass, balance root crops; divided into twenty paddocks. CARRYING CAPACITY.—700 Cattle, 1000 Ewes, 300 Dry Sheep. THIS ON 950 ACRES. Beautiful buildings, 10 roomed-house. Fine orchard and well laid-out grounds. PRICE, only £22 per acre. Public Trust Mortgage of £10,000. It would be impossible to acquire a better proposition at the money. Inquiries invited.: [1041, 128, 1279, 260]
ad-body: Just completed, five-roomed dwelling with every convenience. Electric light, hot and cold water. Motor shed. This has just been placed with me for immediate sale at £1325, and I can confidently recommend it to anyone on the look-out for a well-built modern home. Particulars as to terms on application at my office.: [1293, 321, 1530, 386]
ad-display-line: KEITH, & CO.,: [1358, 1228, 1465, 1247]
list-item: On account S. Ashton— 300 m.a. ewes: [51, 729, 213, 739]
list-item: 200 2-tooth wethers: [51, 1070, 137, 1080]
ad-display-line: A TRIAL WILL SATISFY YOU.: [311, 962, 500, 978]
ad-display-line: PERRY'S BUILDINGS, PERRY STREET, MASTERTON.: [811, 730, 1005, 763]
ad-body: We are District Agents, and carry the largest stock in the Wairarapa. All sizes available from our depot. When next requiring Tyres or Tubes,: [286, 439, 524, 471]
ad-display-line: CAMPBELL'S PHARMACY,: [554, 544, 760, 562]
ad-body: FAMILY Residence, six rooms, scullery, bath room, hot and cold water, electric light, two motor sheds, loose box, one acre, nicely laid out, situated at Lansdowne. Owner leaving district, will sell for £1300, with £300 cash. SHEEP FARM. 850 ACRES, situated within easy distance from Masterton; 30 acres flat, balance low rolling hills; winters 1300 sheep, 134 cattle, all one-year-olds; all stock well bred and in first-class condition. Dwelling six rooms with all conveniences; dip, woolshed, sheep and cattle yards; all fences in perfect order. Plenty of totara and firewood. Price on application.: [1041, 495, 1279, 627]
advertisement: [34, 834, 273, 862]
